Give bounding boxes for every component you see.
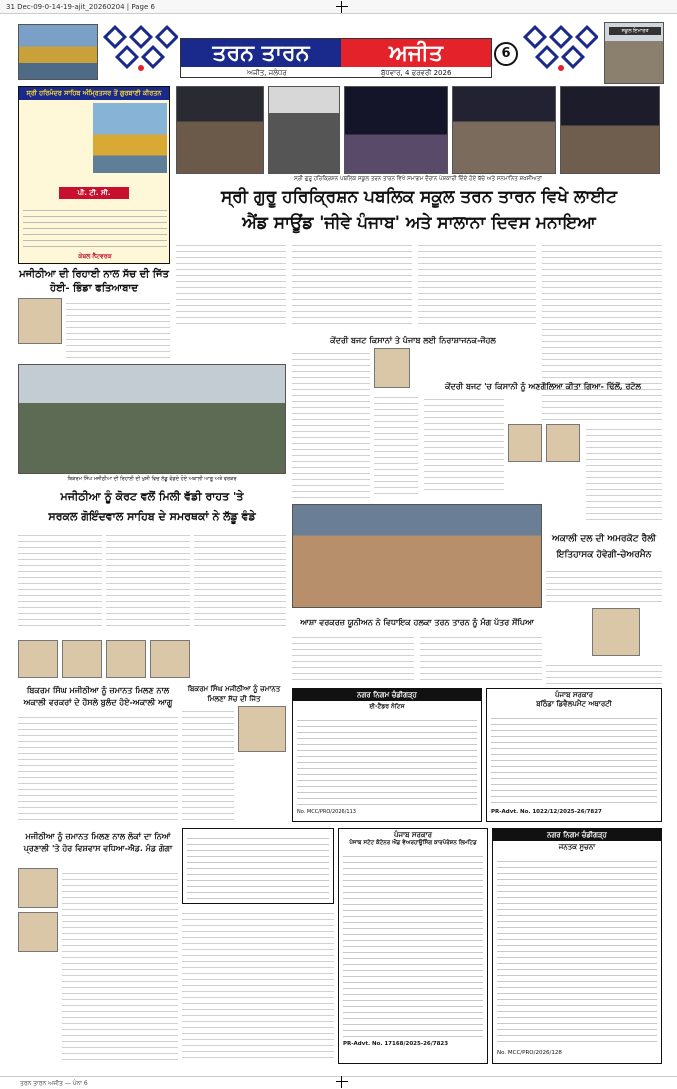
lead-photo-4	[452, 86, 556, 174]
story-c-headline: ਕੇਂਦਰੀ ਬਜਟ 'ਚ ਕਿਸਾਨੀ ਨੂੰ ਅਣਗੌਲਿਆ ਕੀਤਾ ਗਿਆ- ਢਿੱਲੋਂ, ਰਟੋਲ	[445, 381, 641, 391]
masthead-title: ਤਰਨ ਤਾਰਨ	[181, 39, 341, 67]
story-b-headline: ਕੇਂਦਰੀ ਬਜਟ ਕਿਸਾਨਾਂ ਤੇ ਪੰਜਾਬ ਲਈ ਨਿਰਾਸ਼ਾਜਨਕ-ਜੌਹਲ	[330, 335, 496, 345]
masthead-place: ਅਜੀਤ, ਜਲੰਧਰ	[247, 69, 287, 77]
ad-bda-sub: ਬਠਿੰਡਾ ਡਿਵੈਲਪਮੈਂਟ ਅਥਾਰਟੀ	[536, 700, 612, 708]
story-i-portrait-1	[18, 868, 58, 908]
story-e-photo	[292, 504, 542, 608]
story-f-text-1	[546, 566, 662, 606]
ad-punjab-title: ਪੰਜਾਬ ਸਰਕਾਰ	[393, 831, 432, 839]
ad-footer: ਕੇਬਲ ਨੈੱਟਵਰਕ	[78, 253, 112, 260]
story-d-portrait-1	[18, 640, 58, 678]
ad-jantak-sub: ਜਨਤਕ ਸੂਚਨਾ	[558, 843, 596, 851]
lead-headline-1: ਸ੍ਰੀ ਗੁਰੂ ਹਰਿਕ੍ਰਿਸ਼ਨ ਪਬਲਿਕ ਸਕੂਲ ਤਰਨ ਤਾਰਨ ਵਿਖੇ ਲਾਈਟ	[220, 187, 618, 207]
registration-mark-bottom-icon	[336, 1076, 348, 1088]
story-h-headline: ਬਿਕਰਮ ਸਿੰਘ ਮਜੀਠੀਆ ਨੂੰ ਜ਼ਮਾਨਤ ਮਿਲਣਾ ਸੱਚ ਦੀ ਜਿੱਤ	[187, 684, 281, 703]
lead-photo-5	[560, 86, 660, 174]
print-slug: 31 Dec-09-0-14-19-ajit_20260204 | Page 6	[0, 0, 677, 14]
punjab-govt-ad	[338, 828, 488, 1064]
gurbani-kirtan-ad	[18, 86, 170, 264]
ad-punjab-sub: ਪੰਜਾਬ ਸਟੇਟ ਕੰਟੇਨਰ ਐਂਡ ਵੇਅਰਹਾਊਸਿੰਗ ਕਾਰਪੋਰੇਸ਼ਨ ਲਿਮਟਿਡ	[349, 840, 477, 846]
story-d-text-3	[194, 530, 286, 630]
story-c-portrait-2	[546, 424, 580, 462]
story-f-headline-2: ਇਤਿਹਾਸਕ ਹੋਵੇਗੀ-ਚੇਅਰਮੈਨ	[556, 550, 652, 560]
school-building-photo	[604, 22, 664, 84]
public-notice-body	[187, 833, 329, 899]
ad-nigam-ref: No. MCC/PRO/2026/113	[297, 809, 356, 815]
ad-body-lines	[23, 205, 167, 249]
story-c-portrait-1	[508, 424, 542, 462]
story-d-headline-2: ਸਰਕਲ ਗੋਇੰਦਵਾਲ ਸਾਹਿਬ ਦੇ ਸਮਰਥਕਾਂ ਨੇ ਲੱਡੂ ਵੰਡੇ	[48, 510, 256, 523]
story-e-headline: ਆਸ਼ਾ ਵਰਕਰਜ਼ ਯੂਨੀਅਨ ਨੇ ਵਿਧਾਇਕ ਹਲਕਾ ਤਰਨ ਤਾਰਨ ਨੂੰ ਮੰਗ ਪੱਤਰ ਸੌਂਪਿਆ	[300, 617, 534, 627]
ad-jantak-title: ਨਗਰ ਨਿਗਮ ਚੰਡੀਗੜ੍ਹ	[493, 829, 661, 841]
ad-nigam-sub: ਈ-ਟੈਂਡਰ ਨੋਟਿਸ	[369, 703, 405, 710]
public-notice-box	[182, 828, 334, 904]
golden-temple-photo	[18, 24, 98, 80]
masthead-paper: ਅਜੀਤ	[341, 39, 491, 67]
story-b-text-2	[374, 392, 418, 498]
lead-photo-caption: ਸ੍ਰੀ ਗੁਰੂ ਹਰਿਕ੍ਰਿਸ਼ਨ ਪਬਲਿਕ ਸਕੂਲ ਤਰਨ ਤਾਰਨ ਵਿਖੇ ਸਮਾਗਮ ਦੌਰਾਨ ਪੇਸ਼ਕਾਰੀ ਦਿੰਦੇ ਹੋਏ ਬੱਚੇ ਅਤੇ ਸਨਮਾਨਿਤ ਸ਼ਖ਼ਸੀਅਤਾਂ	[294, 176, 542, 182]
story-d-portrait-4	[150, 640, 190, 678]
lead-headline-2: ਐਂਡ ਸਾਊਂਡ 'ਜੀਵੇ ਪੰਜਾਬ' ਅਤੇ ਸਾਲਾਨਾ ਦਿਵਸ ਮਨਾਇਆ	[242, 213, 596, 233]
ad-punjab-ref: PR-Advt. No. 17168/2025-26/7823	[343, 1041, 449, 1047]
lead-photo-1	[176, 86, 264, 174]
story-e-text-1	[292, 632, 414, 684]
lead-photo-3	[344, 86, 448, 174]
nagar-nigam-tender-ad	[292, 688, 482, 822]
story-h-portrait	[238, 706, 286, 752]
ad-jantak-ref: No. MCC/PRO/2026/128	[497, 1050, 562, 1056]
story-a-text	[66, 298, 170, 360]
story-i-text	[62, 868, 178, 1064]
lead-text-col-4	[542, 240, 662, 420]
public-information-ad	[492, 828, 662, 1064]
ad-punjab-body	[343, 851, 483, 1037]
school-sign: ਸਕੂਲ ਇਮਾਰਤ	[609, 27, 661, 35]
story-g-headline: ਬਿਕਰਮ ਸਿੰਘ ਮਜੀਠੀਆ ਨੂੰ ਜ਼ਮਾਨਤ ਮਿਲਣ ਨਾਲ ਅਕਾਲੀ ਵਰਕਰਾਂ ਦੇ ਹੌਸਲੇ ਬੁਲੰਦ ਹੋਏ-ਅਕਾਲੀ ਆਗੂ	[23, 685, 173, 707]
story-c-text-2	[586, 424, 662, 524]
registration-mark-icon	[336, 1, 348, 13]
ad-bda-title: ਪੰਜਾਬ ਸਰਕਾਰ	[554, 691, 593, 699]
ad-nigam-body	[297, 715, 477, 805]
story-a-headline: ਮਜੀਠੀਆ ਦੀ ਰਿਹਾਈ ਨਾਲ ਸੱਚ ਦੀ ਜਿੱਤ ਹੋਈ- ਭਿੰਡਾ ਫਤਿਆਬਾਦ	[19, 269, 169, 294]
ad-nigam-title: ਨਗਰ ਨਿਗਮ ਚੰਡੀਗੜ੍ਹ	[293, 689, 481, 701]
masthead-subline	[181, 67, 491, 79]
story-a-portrait	[18, 298, 62, 344]
lead-text-col-1	[176, 240, 286, 328]
ad-text	[23, 105, 89, 185]
ornament-left-icon	[100, 20, 178, 76]
story-b-portrait	[374, 348, 410, 388]
story-d-text-1	[18, 530, 102, 630]
page-footer: ਤਰਨ ਤਾਰਨ ਅਜੀਤ — ਪੰਨਾ 6	[0, 1076, 677, 1089]
photo-row-image	[18, 364, 286, 474]
lead-photo-2	[268, 86, 340, 174]
ad-jantak-body	[497, 856, 657, 1046]
story-c-text-1	[424, 394, 504, 494]
story-b-text-1	[292, 348, 370, 498]
lead-text-col-3	[418, 240, 536, 328]
misc-text-col	[182, 908, 334, 1062]
story-f-text-2	[546, 660, 662, 684]
ad-bda-ref: PR-Advt. No. 1022/12/2025-26/7827	[491, 809, 602, 815]
photo-row-caption: ਬਿਕਰਮ ਸਿੰਘ ਮਜੀਠੀਆ ਦੀ ਰਿਹਾਈ ਦੀ ਖੁਸ਼ੀ ਵਿਚ ਲੱਡੂ ਵੰਡਦੇ ਹੋਏ ਅਕਾਲੀ ਆਗੂ ਅਤੇ ਵਰਕਰ	[67, 476, 237, 482]
bda-ad	[486, 688, 662, 822]
story-e-text-2	[420, 632, 542, 684]
story-i-headline: ਮਜੀਠੀਆ ਨੂੰ ਜ਼ਮਾਨਤ ਮਿਲਣ ਨਾਲ ਲੋਕਾਂ ਦਾ ਨਿਆਂ ਪ੍ਰਣਾਲੀ 'ਤੇ ਹੋਰ ਵਿਸ਼ਵਾਸ ਵਧਿਆ-ਐਡ. ਮੰਡ ਗੋਗਾ	[23, 831, 173, 853]
masthead-date: ਬੁੱਧਵਾਰ, 4 ਫਰਵਰੀ 2026	[381, 69, 452, 77]
ad-badge: ਪੀ. ਟੀ. ਸੀ.	[59, 187, 129, 199]
story-f-headline-1: ਅਕਾਲੀ ਦਲ ਦੀ ਅਮਰਕੋਟ ਰੈਲੀ	[551, 534, 656, 544]
story-d-text-2	[106, 530, 190, 630]
ad-golden-temple-photo	[93, 103, 167, 173]
story-f-portrait	[592, 608, 640, 656]
ad-bda-body	[491, 713, 657, 805]
story-d-portrait-2	[62, 640, 102, 678]
page-number: 6	[494, 42, 518, 66]
story-d-headline-1: ਮਜੀਠੀਆ ਨੂੰ ਕੋਰਟ ਵਲੋਂ ਮਿਲੀ ਵੱਡੀ ਰਾਹਤ 'ਤੇ	[60, 490, 244, 503]
story-h-text	[182, 706, 234, 824]
ad-title: ਸ੍ਰੀ ਹਰਿਮੰਦਰ ਸਾਹਿਬ ਅੰਮ੍ਰਿਤਸਰ ਤੋਂ ਗੁਰਬਾਣੀ ਕੀਰਤਨ	[19, 87, 169, 100]
story-g-text	[18, 712, 178, 824]
lead-text-col-2	[292, 240, 412, 328]
story-d-portrait-3	[106, 640, 146, 678]
story-i-portrait-2	[18, 912, 58, 952]
ornament-right-icon	[520, 20, 598, 76]
masthead	[180, 38, 492, 78]
